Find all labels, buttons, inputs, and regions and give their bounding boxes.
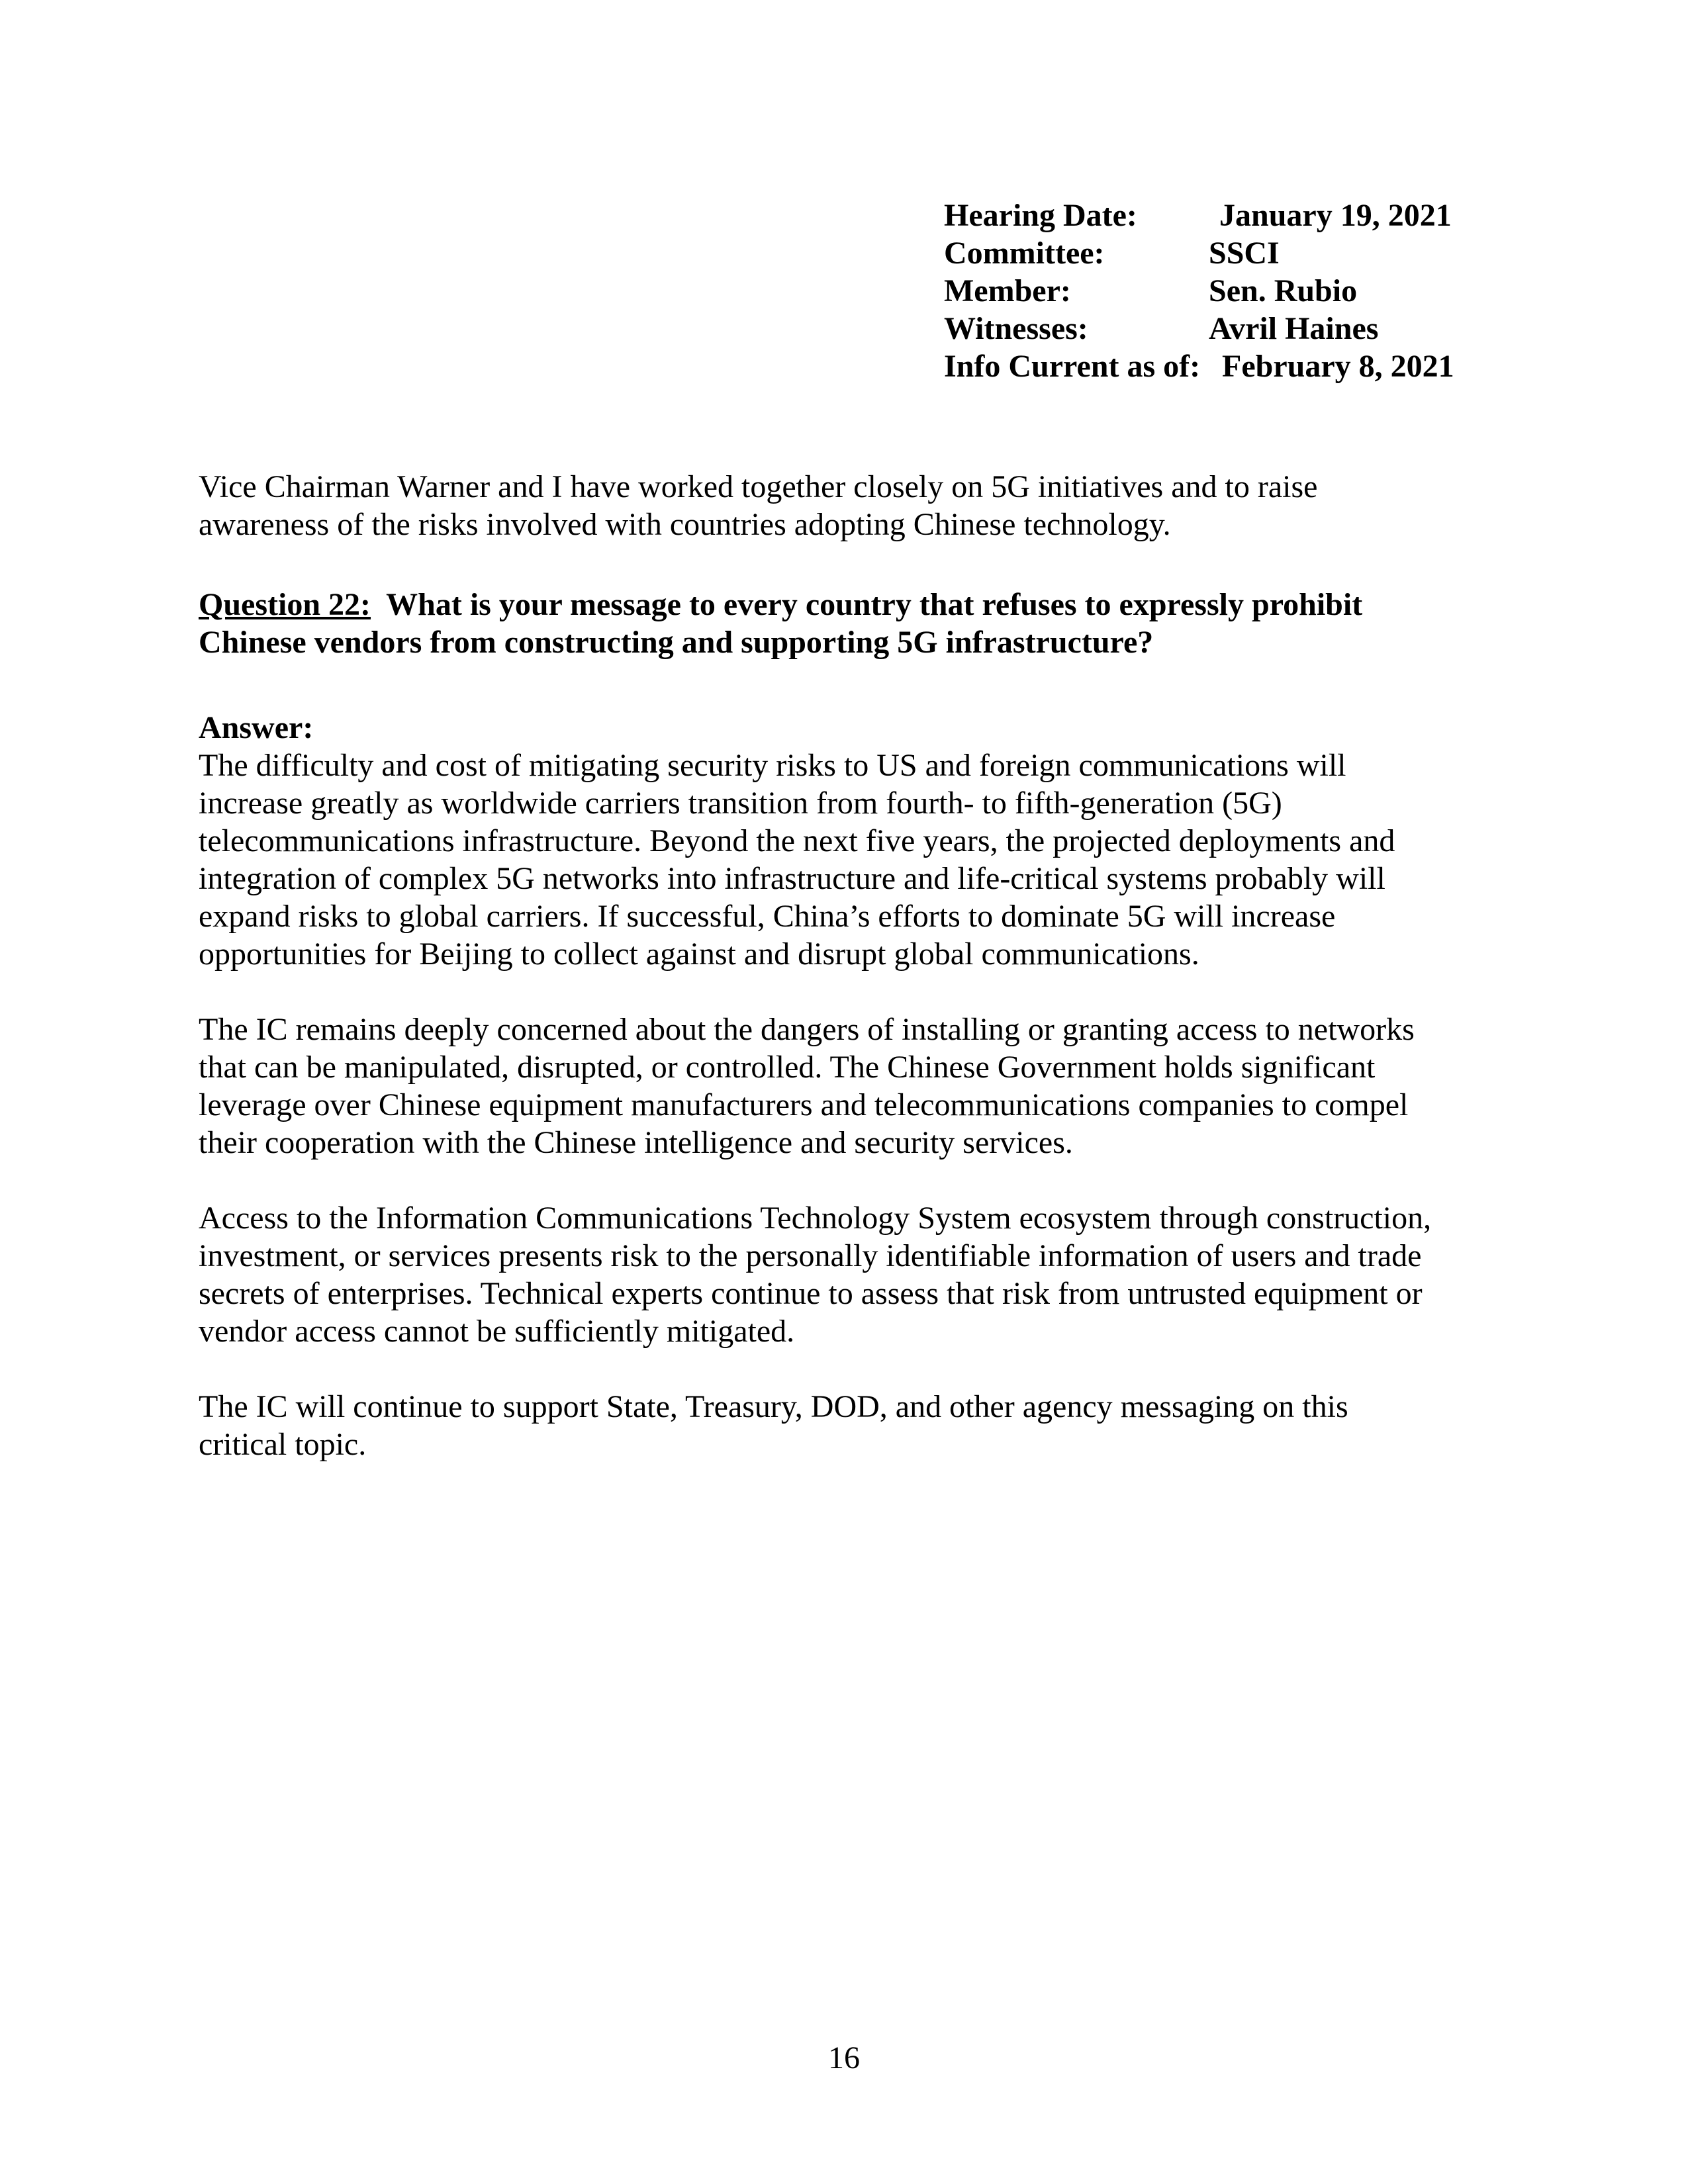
hearing-info-block — [944, 197, 1454, 385]
intro-line: Vice Chairman Warner and I have worked together closely on 5G initiatives and to raise — [199, 469, 1318, 504]
answer-line: secrets of enterprises. Technical experts continue to assess that risk from untrusted equipment or — [199, 1276, 1423, 1311]
committee-label: Committee: — [944, 236, 1105, 271]
answer-line: that can be manipulated, disrupted, or controlled. The Chinese Government holds significant — [199, 1050, 1376, 1085]
question-block — [199, 586, 1489, 661]
answer-line: The IC remains deeply concerned about the dangers of installing or granting access to networks — [199, 1012, 1415, 1047]
hearing-date-row — [944, 197, 1454, 234]
intro-paragraph — [199, 468, 1489, 543]
answer-line: Access to the Information Communications Technology System ecosystem through construction, — [199, 1201, 1432, 1236]
answer-label: Answer: — [199, 710, 314, 745]
page-number: 16 — [828, 2040, 860, 2075]
question-text: What is your message to every country that refuses to expressly prohibit — [386, 587, 1363, 622]
info-current-value: February 8, 2021 — [1222, 349, 1454, 384]
witnesses-value: Avril Haines — [1209, 311, 1379, 346]
answer-line: opportunities for Beijing to collect against and disrupt global communications. — [199, 936, 1199, 972]
answer-line: their cooperation with the Chinese intelligence and security services. — [199, 1125, 1073, 1160]
hearing-date-label: Hearing Date: — [944, 198, 1137, 233]
member-row — [944, 272, 1454, 310]
answer-line: telecommunications infrastructure. Beyond the next five years, the projected deployments and — [199, 823, 1395, 858]
answer-line: increase greatly as worldwide carriers transition from fourth- to fifth-generation (5G) — [199, 786, 1282, 821]
answer-paragraph — [199, 1011, 1496, 1161]
answer-line: critical topic. — [199, 1427, 367, 1462]
answer-paragraph — [199, 1199, 1496, 1350]
info-current-row — [944, 347, 1454, 385]
answer-line: expand risks to global carriers. If successful, China’s efforts to dominate 5G will increase — [199, 899, 1336, 934]
answer-line: The IC will continue to support State, Treasury, DOD, and other agency messaging on this — [199, 1389, 1348, 1424]
answer-line: integration of complex 5G networks into infrastructure and life-critical systems probably will — [199, 861, 1385, 896]
question-label: Question 22: — [199, 587, 371, 622]
answer-paragraph — [199, 1388, 1496, 1463]
intro-line: awareness of the risks involved with countries adopting Chinese technology. — [199, 507, 1171, 542]
question-line: Chinese vendors from constructing and supporting 5G infrastructure? — [199, 625, 1154, 660]
witnesses-row — [944, 310, 1454, 347]
answer-paragraph — [199, 747, 1496, 973]
question-line — [199, 586, 1489, 623]
hearing-date-value: January 19, 2021 — [1219, 198, 1452, 233]
committee-row — [944, 234, 1454, 272]
info-current-label: Info Current as of: — [944, 349, 1201, 384]
answer-line: The difficulty and cost of mitigating security risks to US and foreign communications will — [199, 748, 1346, 783]
answer-line: vendor access cannot be sufficiently mitigated. — [199, 1314, 795, 1349]
committee-value: SSCI — [1209, 236, 1280, 271]
member-label: Member: — [944, 273, 1071, 308]
answer-line: leverage over Chinese equipment manufacturers and telecommunications companies to compel — [199, 1087, 1409, 1122]
member-value: Sen. Rubio — [1209, 273, 1358, 308]
witnesses-label: Witnesses: — [944, 311, 1088, 346]
answer-line: investment, or services presents risk to the personally identifiable information of users and trade — [199, 1238, 1422, 1273]
